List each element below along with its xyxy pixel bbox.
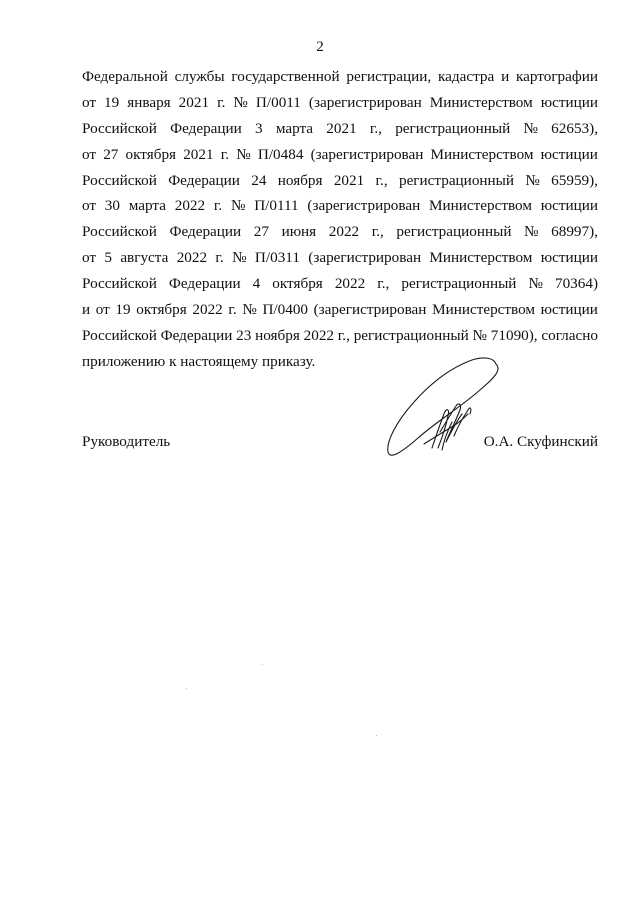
word: П/0311: [254, 249, 300, 267]
word: 2022: [192, 301, 223, 319]
word: 5: [104, 249, 112, 267]
word: регистрационный: [395, 119, 511, 137]
word: (зарегистрирован: [308, 249, 422, 267]
word: 27: [253, 223, 269, 241]
word: согласно: [541, 326, 598, 344]
word: П/0484: [257, 145, 304, 163]
text-line: [82, 90, 598, 116]
word: октября: [272, 275, 323, 293]
word: от: [82, 197, 97, 215]
word: г.,: [369, 119, 382, 137]
scan-speck: [186, 688, 187, 689]
word: юстиции: [540, 249, 598, 267]
word: Министерством: [429, 197, 532, 215]
word: регистрационный: [398, 171, 514, 189]
word: 2022: [334, 275, 366, 293]
word: №: [230, 197, 246, 215]
word: от: [82, 93, 97, 111]
word: №: [236, 145, 251, 163]
signature-row: [82, 432, 598, 452]
word: Министерством: [430, 145, 534, 163]
word: 65959),: [551, 171, 598, 189]
word: марта: [275, 119, 314, 137]
word: г.,: [375, 171, 388, 189]
word: №: [528, 275, 543, 293]
word: Российской: [82, 326, 157, 344]
word: П/0011: [255, 93, 301, 111]
word: 2022: [303, 326, 335, 344]
word: октября: [136, 301, 187, 319]
word: регистрационный: [396, 223, 512, 241]
text-line: [82, 64, 598, 90]
word: регистрации,: [346, 68, 432, 85]
word: 2022: [174, 197, 206, 215]
word: П/0111: [254, 197, 299, 215]
word: Министерством: [429, 249, 533, 267]
word: 19: [104, 93, 120, 111]
word: 4: [252, 275, 261, 293]
word: и: [501, 68, 510, 85]
word: П/0400: [262, 301, 308, 319]
scan-speck: [376, 735, 377, 736]
word: юстиции: [540, 197, 598, 215]
word: Российской: [82, 171, 157, 189]
word: марта: [128, 197, 166, 215]
word: 2022: [328, 223, 360, 241]
word: г.,: [371, 223, 384, 241]
page-number: 2: [316, 39, 324, 55]
signatory-title: Руководитель: [82, 433, 171, 450]
word: июня: [281, 223, 317, 241]
word: Российской: [82, 119, 157, 137]
word: Федерации: [168, 171, 240, 189]
word: №: [523, 119, 538, 137]
word: г.,: [337, 326, 350, 344]
word: регистрационный: [353, 326, 469, 344]
word: Министерством: [429, 93, 533, 111]
word: 70364): [554, 275, 598, 293]
word: г.: [217, 93, 226, 111]
word: юстиции: [540, 301, 598, 319]
word: октября: [125, 145, 177, 163]
word: №: [232, 249, 247, 267]
scan-speck: [262, 664, 263, 665]
word: 19: [115, 301, 131, 319]
text-line: [82, 168, 598, 194]
word: Федеральной: [82, 68, 168, 85]
word: 62653),: [551, 119, 598, 137]
text-line: [82, 219, 598, 245]
word: 23: [236, 326, 252, 344]
word: (зарегистрирован: [307, 197, 421, 215]
text-line: [82, 245, 598, 271]
word: января: [127, 93, 171, 111]
text-line: [82, 193, 598, 219]
word: от: [82, 145, 97, 163]
word: ноября: [255, 326, 300, 344]
body-paragraph: [82, 64, 598, 375]
word: Федерации: [170, 119, 242, 137]
word: 3: [255, 119, 263, 137]
word: Федерации: [169, 223, 242, 241]
word: 2022: [176, 249, 208, 267]
word: августа: [120, 249, 169, 267]
word: Российской: [82, 275, 157, 293]
word: юстиции: [540, 93, 598, 111]
word: службы: [174, 68, 225, 85]
text-line: [82, 142, 598, 168]
word: 27: [103, 145, 119, 163]
text-line: [82, 297, 598, 323]
word: г.: [213, 197, 223, 215]
word: 2021: [333, 171, 365, 189]
text-line-last: приложению к настоящему приказу.: [82, 352, 316, 370]
word: Министерством: [432, 301, 536, 319]
word: картографии: [516, 68, 598, 85]
word: №: [233, 93, 248, 111]
word: 71090),: [490, 326, 538, 344]
word: государственной: [231, 68, 340, 85]
word: Федерации: [168, 275, 241, 293]
word: Федерации: [160, 326, 233, 344]
text-line: [82, 271, 598, 297]
word: от: [82, 249, 97, 267]
word: регистрационный: [401, 275, 517, 293]
text-line: [82, 323, 598, 349]
word: юстиции: [540, 145, 598, 163]
word: г.: [228, 301, 237, 319]
text-line: [82, 116, 598, 142]
word: и: [82, 301, 91, 319]
word: г.: [220, 145, 230, 163]
word: 2021: [178, 93, 210, 111]
word: №: [524, 223, 539, 241]
word: 2021: [326, 119, 357, 137]
word: 30: [104, 197, 120, 215]
word: г.: [215, 249, 224, 267]
word: (зарегистрирован: [310, 145, 424, 163]
word: 24: [251, 171, 267, 189]
word: кадастра: [438, 68, 495, 85]
word: г.,: [377, 275, 390, 293]
word: (зарегистрирован: [308, 93, 422, 111]
word: №: [242, 301, 257, 319]
word: ноября: [277, 171, 323, 189]
word: (зарегистрирован: [313, 301, 427, 319]
word: 2021: [183, 145, 214, 163]
word: №: [525, 171, 540, 189]
word: №: [472, 326, 487, 344]
signatory-name: О.А. Скуфинский: [483, 433, 598, 450]
word: Российской: [82, 223, 157, 241]
word: 68997),: [551, 223, 598, 241]
word: от: [95, 301, 110, 319]
